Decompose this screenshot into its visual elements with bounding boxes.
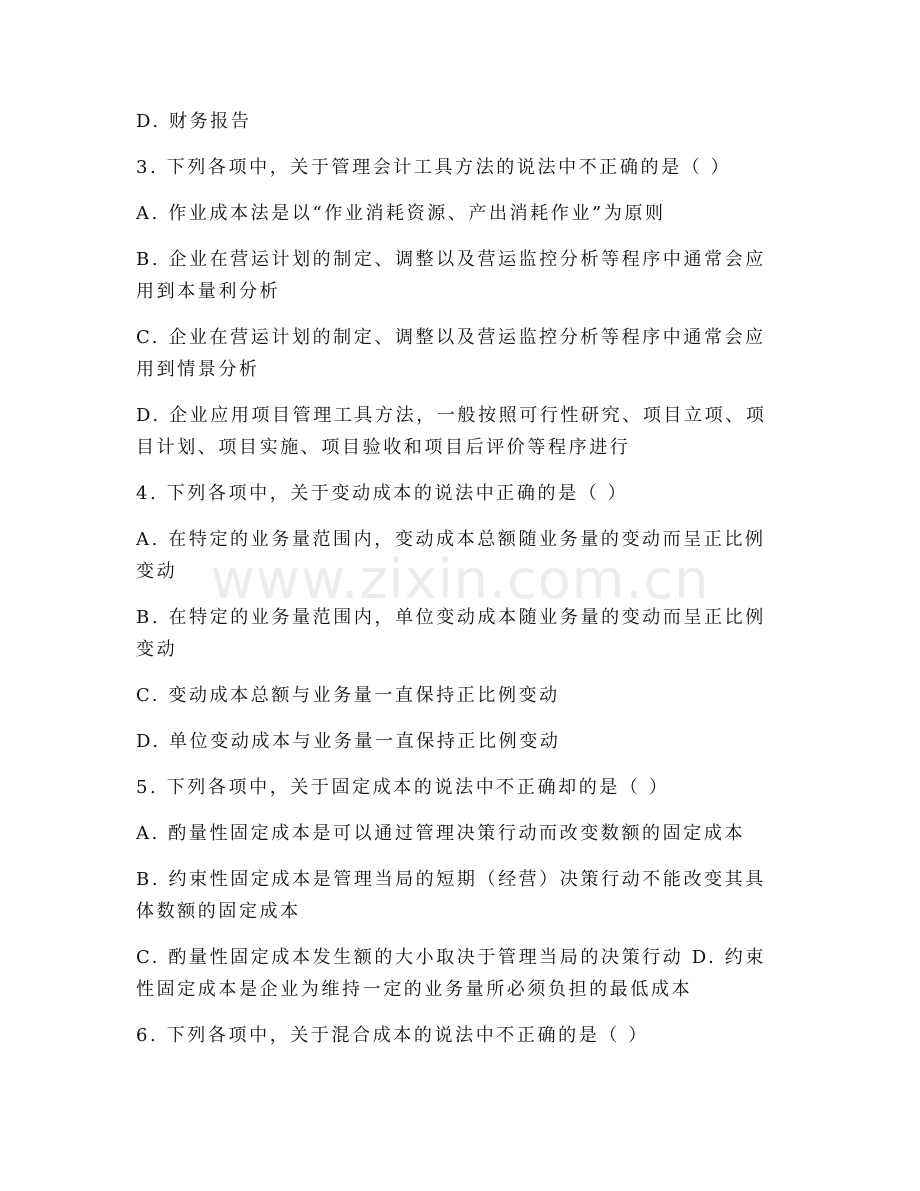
- question-5-option-b: B. 约束性固定成本是管理当局的短期（经营）决策行动不能改变其具体数额的固定成本: [136, 869, 766, 922]
- question-4: 4. 下列各项中，关于变动成本的说法中正确的是（ ）: [136, 483, 629, 504]
- question-6: 6. 下列各项中，关于混合成本的说法中不正确的是（ ）: [136, 1025, 649, 1046]
- option-d-financial-report: D. 财务报告: [136, 111, 252, 132]
- question-4-option-d: D. 单位变动成本与业务量一直保持正比例变动: [136, 731, 561, 752]
- question-3-option-d: D. 企业应用项目管理工具方法，一般按照可行性研究、项目立项、项目计划、项目实施、项目验收和项目后评价等程序进行: [136, 405, 767, 458]
- question-5-option-c-d: C. 酌量性固定成本发生额的大小取决于管理当局的决策行动 D. 约束性固定成本是企业为维持一定的业务量所必须负担的最低成本: [136, 947, 766, 1000]
- watermark: www.zixin.com.cn: [210, 548, 710, 611]
- question-4-option-a: A. 在特定的业务量范围内，变动成本总额随业务量的变动而呈正比例变动: [136, 529, 766, 582]
- question-3-option-b: B. 企业在营运计划的制定、调整以及营运监控分析等程序中通常会应用到本量利分析: [136, 249, 766, 302]
- question-3: 3. 下列各项中，关于管理会计工具方法的说法中不正确的是（ ）: [136, 157, 732, 178]
- question-4-option-c: C. 变动成本总额与业务量一直保持正比例变动: [136, 685, 560, 706]
- question-3-option-a: A. 作业成本法是以“作业消耗资源、产出消耗作业”为原则: [136, 203, 666, 224]
- question-3-option-c: C. 企业在营运计划的制定、调整以及营运监控分析等程序中通常会应用到情景分析: [136, 327, 766, 380]
- question-5-option-a: A. 酌量性固定成本是可以通过管理决策行动而改变数额的固定成本: [136, 823, 746, 844]
- document-body: [136, 106, 786, 1066]
- question-4-option-b: B. 在特定的业务量范围内，单位变动成本随业务量的变动而呈正比例变动: [136, 607, 766, 660]
- question-5: 5. 下列各项中，关于固定成本的说法中不正确却的是（ ）: [136, 777, 670, 798]
